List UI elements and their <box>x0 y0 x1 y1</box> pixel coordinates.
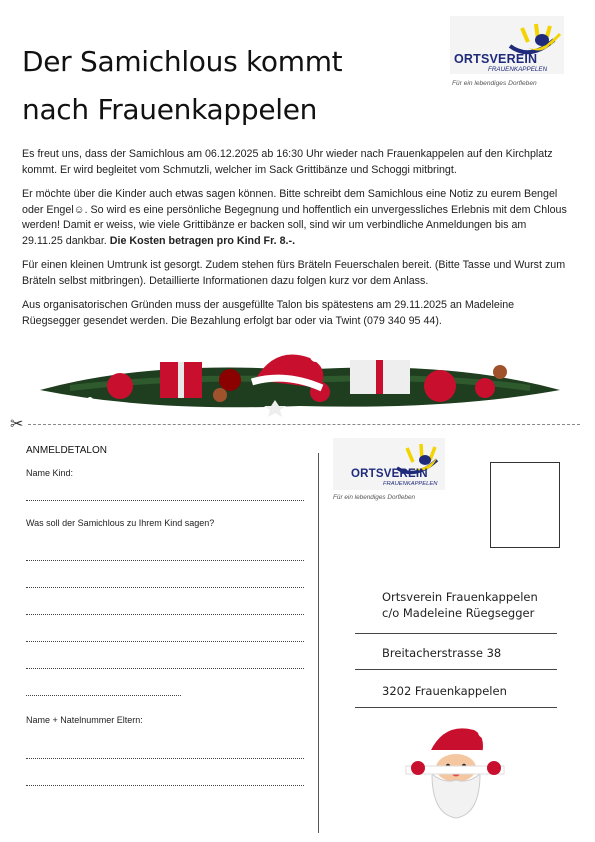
title-line-1: Der Samichlous kommt <box>22 45 343 78</box>
field-message-line-6[interactable] <box>26 695 181 696</box>
title-line-2: nach Frauenkappelen <box>22 93 318 126</box>
address-line-2: c/o Madeleine Rüegsegger <box>382 606 535 620</box>
address-rule-1 <box>355 633 557 634</box>
cut-line <box>28 424 580 425</box>
field-parents-line-1[interactable] <box>26 758 304 759</box>
santa-illustration <box>402 722 508 822</box>
form-divider <box>318 453 319 833</box>
logo-wordmark: ORTSVEREIN <box>454 52 538 66</box>
paragraph-intro: Es freut uns, dass der Samichlous am 06.12.2025 ab 16:30 Uhr wieder nach Frauenkappelen auf den Kirchplatz kommt. Er wird begleitet vom Schmutzli, welcher im Sack Grittibänze und Schoggi mitbringt. <box>22 148 553 176</box>
ortsverein-logo-small <box>333 438 445 490</box>
field-message-line-5[interactable] <box>26 668 304 669</box>
address-rule-2 <box>355 669 557 670</box>
field-message-line-3[interactable] <box>26 614 304 615</box>
paragraph-refreshments: Für einen kleinen Umtrunk ist gesorgt. Zudem stehen fürs Bräteln Feuerschalen bereit. (Bitte Tasse und Wurst zum Bräteln selbst mitbringen). Detaillierte Informationen dazu folgen kurz vor dem Anlass. <box>22 259 566 287</box>
field-message-line-2[interactable] <box>26 587 304 588</box>
label-question: Was soll der Samichlous zu Ihrem Kind sagen? <box>26 518 215 528</box>
field-parents-line-2[interactable] <box>26 785 304 786</box>
address-city: 3202 Frauenkappelen <box>382 684 507 698</box>
field-message-line-1[interactable] <box>26 560 304 561</box>
logo-subtitle-small: FRAUENKAPPELEN <box>383 481 438 487</box>
field-message-line-4[interactable] <box>26 641 304 642</box>
address-street: Breitacherstrasse 38 <box>382 646 502 660</box>
form-title: ANMELDETALON <box>26 445 107 456</box>
stamp-box <box>490 462 560 548</box>
cost-text: Die Kosten betragen pro Kind Fr. 8.-. <box>109 234 296 247</box>
label-child-name: Name Kind: <box>26 468 74 478</box>
paragraph-notes-text: Er möchte über die Kinder auch etwas sagen können. Bitte schreibt dem Samichlous eine Notiz zu eurem Bengel oder Engel☺. So wird es eine persönliche Begegnung und hoffentlich ein unvergessliches Erlebnis mit dem Chlous werden! Damit er weiss, wie viele Grittibänze er backen soll, sind wir um verbindliche Anmeldungen bis am 29.11.25 dankbar. <box>22 188 567 247</box>
field-child-name[interactable] <box>26 500 304 501</box>
logo-subtitle: FRAUENKAPPELEN <box>488 66 548 73</box>
page-title <box>22 38 422 134</box>
address-line-1: Ortsverein Frauenkappelen <box>382 590 538 604</box>
scissors-icon: ✂ <box>10 416 24 433</box>
christmas-decoration-image <box>30 340 570 420</box>
logo-tagline: Für ein lebendiges Dorfleben <box>452 80 537 87</box>
paragraph-deadline: Aus organisatorischen Gründen muss der ausgefüllte Talon bis spätestens am 29.11.2025 an Madeleine Rüegsegger gesendet werden. Die Bezahlung erfolgt bar oder via Twint (079 340 95 44). <box>22 299 515 327</box>
logo-wordmark-small: ORTSVEREIN <box>351 468 428 480</box>
ortsverein-logo <box>450 16 564 74</box>
label-parents: Name + Natelnummer Eltern: <box>26 715 143 725</box>
address-rule-3 <box>355 707 557 708</box>
logo-tagline-small: Für ein lebendiges Dorfleben <box>333 494 416 501</box>
paragraph-notes <box>22 187 570 249</box>
